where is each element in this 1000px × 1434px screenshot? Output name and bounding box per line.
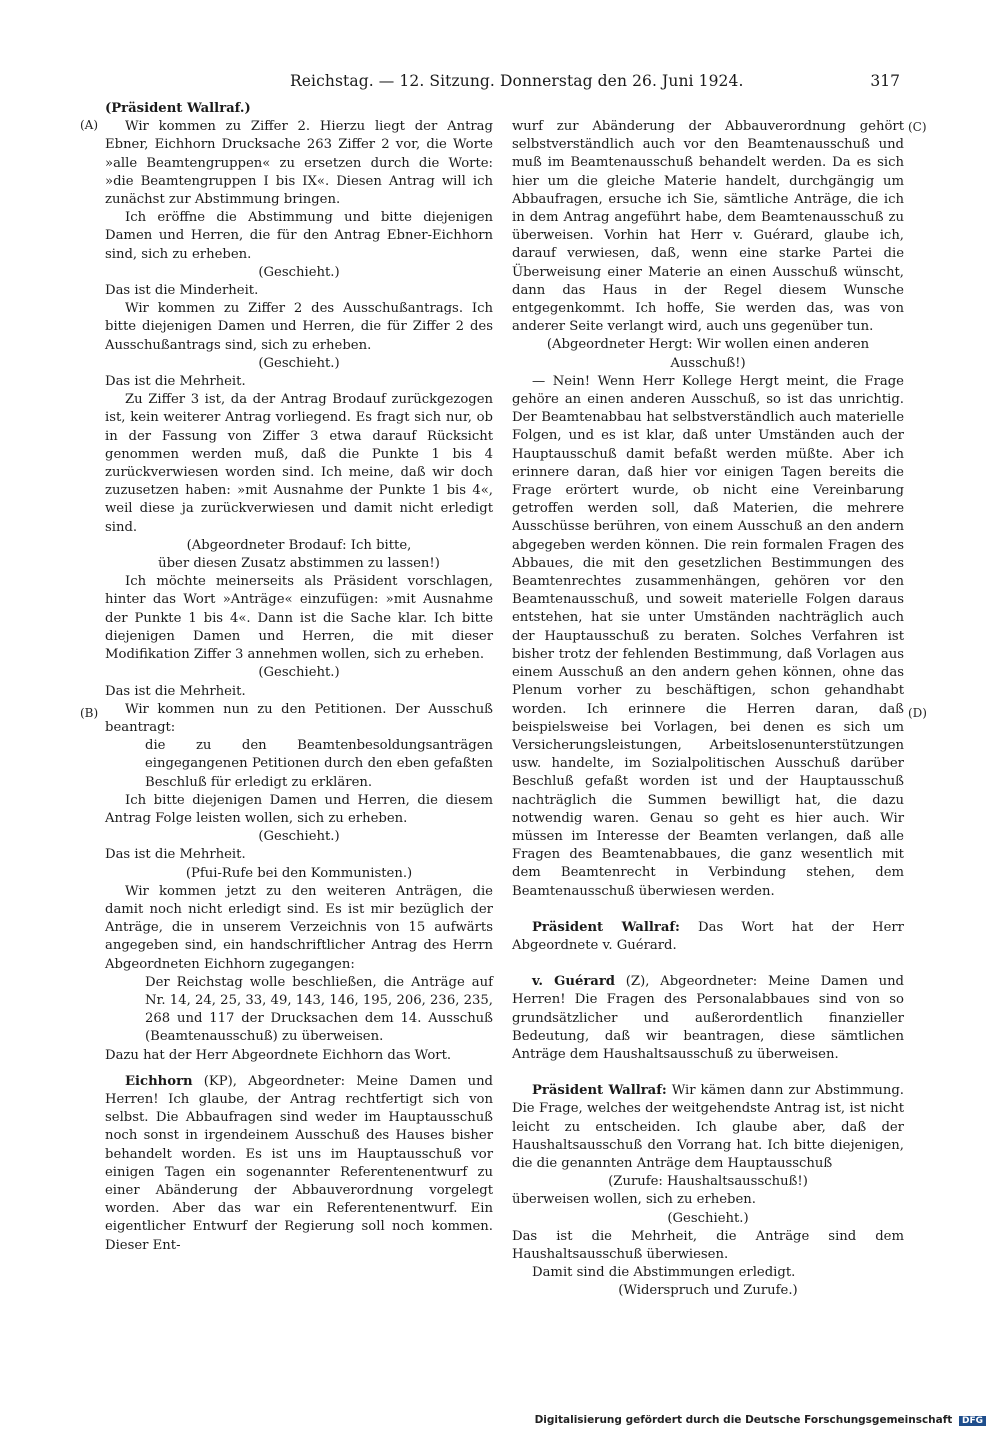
interjection: (Abgeordneter Hergt: Wir wollen einen anderen [546,337,870,353]
paragraph: Wir kommen zu Ziffer 2 des Ausschußantrags. Ich bitte diejenigen Damen und Herren, die für Ziffer 2 des Ausschußantrags sind, sich zu erheben. [105,301,493,353]
interjection: über diesen Zusatz abstimmen zu lassen!) [158,556,440,572]
margin-mark-a: (A) [80,118,99,132]
remark: (Geschieht.) [258,829,340,845]
quoted-motion: Der Reichstag wolle beschließen, die Anträge auf Nr. 14, 24, 25, 33, 49, 143, 146, 195, 206, 236, 235, 268 und 117 der Drucksachen dem 14. Ausschuß (Beamtenausschuß) zu überweisen. [145,974,493,1045]
speech-text: (KP), Abgeordneter: Meine Damen und Herren! Ich glaube, der Antrag rechtfertigt sich von selbst. Die Abbaufragen sind weder im Hauptausschuß noch sonst in irgendeinem Ausschuß des Hauses bisher behandelt worden. Es ist uns im Hauptausschuß vor einigen Tagen ein sogenannter Referentenentwurf zu einer Abänderung der Abbauverordnung vorgelegt worden. Aber das war ein Referentenentwurf. Ein eigentlicher Entwurf der Regierung soll noch kommen. Dieser Ent- [105,1073,493,1253]
paragraph: Ich bitte diejenigen Damen und Herren, die diesem Antrag Folge leisten wollen, sich zu erheben. [105,792,493,826]
paragraph: Wir kommen nun zu den Petitionen. Der Ausschuß beantragt: [105,701,493,735]
paragraph: überweisen wollen, sich zu erheben. [512,1192,756,1208]
margin-mark-d: (D) [908,706,927,720]
footer-text: Digitalisierung gefördert durch die Deutsche Forschungsgemeinschaft [534,1414,953,1426]
paragraph: — Nein! Wenn Herr Kollege Hergt meint, die Frage gehöre an einen anderen Ausschuß, so ist das unrichtig. Der Beamtenabbau hat selbstverständlich auch materielle Folgen, und es ist klar, daß unter Umständen auch der Hauptausschuß damit befaßt werden müßte. Aber ich erinnere daran, daß hier vor einigen Tagen bereits die Frage erörtert wurde, ob nicht eine Vereinbarung getroffen werden soll, daß Materien, die mehrere Ausschüsse berühren, von einem Ausschuß an den andern abgegeben werden können. Die rein formalen Fragen des Abbaues, die mit den gesetzlichen Bestimmungen des Beamtenrechtes zusammenhängen, gehören vor den Beamtenausschuß, und soweit materielle Folgen daraus entstehen, hat sie unter Umständen nachträglich auch der Hauptausschuß zu beraten. Solches Verfahren ist bisher trotz der fehlenden Bestimmung, daß Vorlagen aus einem Ausschuß an den andern gehen können, ohne das Plenum vorher zu beschäftigen, schon gehandhabt worden. Ich erinnere die Herren daran, daß beispielsweise bei Vorlagen, bei denen es sich um Versicherungsleistungen, Arbeitslosenunterstützungen usw. handelte, im Sozialpolitischen Ausschuß darüber Beschluß gefaßt worden ist und der Hauptausschuß nachträglich die Summen bewilligt hat, die dazu notwendig waren. Genau so geht es hier auch. Wir müssen im Interesse der Beamten verlangen, daß alle Fragen des Beamtenabbaues, die ganz wesentlich mit dem Beamtenrecht in Verbindung stehen, dem Beamtenausschuß überwiesen werden. [512,373,904,899]
interjection: (Zurufe: Haushaltsausschuß!) [608,1174,808,1190]
page-number: 317 [870,72,900,90]
running-title: Reichstag. — 12. Sitzung. Donnerstag den 26. Juni 1924. [290,72,744,90]
paragraph: Ich möchte meinerseits als Präsident vorschlagen, hinter das Wort »Anträge« einzufügen: »mit Ausnahme der Punkte 1 bis 4«. Dann ist die Sache klar. Ich bitte diejenigen Damen und Herren, die mit dieser Modifikation Ziffer 3 annehmen wollen, sich zu erheben. [105,574,493,663]
dfg-logo: DFG [959,1416,986,1426]
paragraph: Wir kommen zu Ziffer 2. Hierzu liegt der Antrag Ebner, Eichhorn Drucksache 263 Ziffer 2 vor, die Worte »alle Beamtengruppen« zu ersetzen durch die Worte: »die Beamtengruppen I bis IX«. Diesen Antrag will ich zunächst zur Abstimmung bringen. [105,119,493,208]
paragraph: Damit sind die Abstimmungen erledigt. [532,1265,796,1281]
quoted-motion: die zu den Beamtenbesoldungsanträgen eingegangenen Petitionen durch den eben gefaßten Beschluß für erledigt zu erklären. [145,738,493,790]
interjection: Ausschuß!) [670,355,746,371]
speech-text: (Z), Abgeordneter: Meine Damen und Herren! Die Fragen des Personalabbaues sind von so grundsätzlicher und außerordentlich finanzieller Bedeutung, daß wir beantragen, diese sämtlichen Anträge dem Haushaltsausschuß zu überweisen. [512,974,905,1062]
speech-guerard [512,973,904,1064]
remark: (Geschieht.) [258,665,340,681]
paragraph: wurf zur Abänderung der Abbauverordnung gehört selbstverständlich auch vor den Beamtenausschuß und muß im Beamtenausschuß behandelt werden. Da es sich hier um die gleiche Materie handelt, durchgängig um Abbaufragen, ersuche ich Sie, sämtliche Anträge, die ich in dem Antrag angeführt habe, dem Beamtenausschuß zu überweisen. Vorhin hat Herr v. Guérard, glaube ich, darauf verwiesen, daß, wenn eine starke Partei die Überweisung einer Materie an einen Ausschuß wünscht, dann das Haus in der Regel diesem Wunsche entgegenkommt. Ich hoffe, Sie werden das, was von anderer Seite verlangt wird, auch uns gegenüber tun. [512,119,904,335]
speaker-name: Präsident Wallraf: [532,1083,667,1099]
remark: (Widerspruch und Zurufe.) [618,1283,798,1299]
digitization-footer [535,1414,986,1426]
paragraph: Wir kommen jetzt zu den weiteren Anträgen, die damit noch nicht erledigt sind. Es ist mir bezüglich der Anträge, die in unserem Verzeichnis von 15 aufwärts angegeben sind, ein handschriftlicher Antrag des Herrn Abgeordneten Eichhorn zugegangen: [105,883,493,972]
speaker-heading: (Präsident Wallraf.) [105,101,251,116]
margin-mark-c: (C) [908,120,927,134]
paragraph: Dazu hat der Herr Abgeordnete Eichhorn das Wort. [105,1047,452,1063]
speaker-name: v. Guérard [532,974,615,990]
margin-mark-b: (B) [80,706,99,720]
speaker-name: Präsident Wallraf: [532,919,680,935]
right-column [512,118,904,1301]
result: Das ist die Mehrheit. [105,847,246,863]
speech-eichhorn [105,1073,493,1255]
result: Das ist die Mehrheit, die Anträge sind dem Haushaltsausschuß überwiesen. [512,1228,904,1262]
paragraph: Zu Ziffer 3 ist, da der Antrag Brodauf zurückgezogen ist, kein weiterer Antrag vorliegend. Es fragt sich nur, ob in der Fassung von Ziffer 3 etwa darauf Rücksicht genommen werden muß, daß die Punkte 1 bis 4 zurückverwiesen worden sind. Ich meine, daß wir doch zuzusetzen haben: »mit Ausnahme der Punkte 1 bis 4«, weil diese ja zurückverwiesen und damit nicht erledigt sind. [105,392,493,535]
interjection: (Abgeordneter Brodauf: Ich bitte, [186,537,412,553]
speaker-name: Eichhorn [125,1073,193,1089]
remark: (Geschieht.) [667,1210,749,1226]
remark: (Geschieht.) [258,264,340,280]
remark: (Pfui-Rufe bei den Kommunisten.) [185,865,413,881]
speech-text: Wir kämen dann zur Abstimmung. Die Frage, welches der weitgehendste Antrag ist, ist nicht leicht zu entscheiden. Ich glaube aber, daß der Haushaltsausschuß den Vorrang hat. Ich bitte diejenigen, die die genannten Anträge dem Hauptausschuß [512,1083,904,1171]
result: Das ist die Minderheit. [105,283,259,299]
remark: (Geschieht.) [258,355,340,371]
left-column [105,100,493,1255]
page-header [200,72,900,94]
result: Das ist die Mehrheit. [105,683,246,699]
speech-text: Das Wort hat der Herr Abgeordnete v. Guérard. [512,919,904,953]
result: Das ist die Mehrheit. [105,374,246,390]
paragraph: Ich eröffne die Abstimmung und bitte diejenigen Damen und Herren, die für den Antrag Ebner-Eichhorn sind, sich zu erheben. [105,210,493,262]
speech-president [512,919,904,955]
speech-president [512,1082,904,1173]
